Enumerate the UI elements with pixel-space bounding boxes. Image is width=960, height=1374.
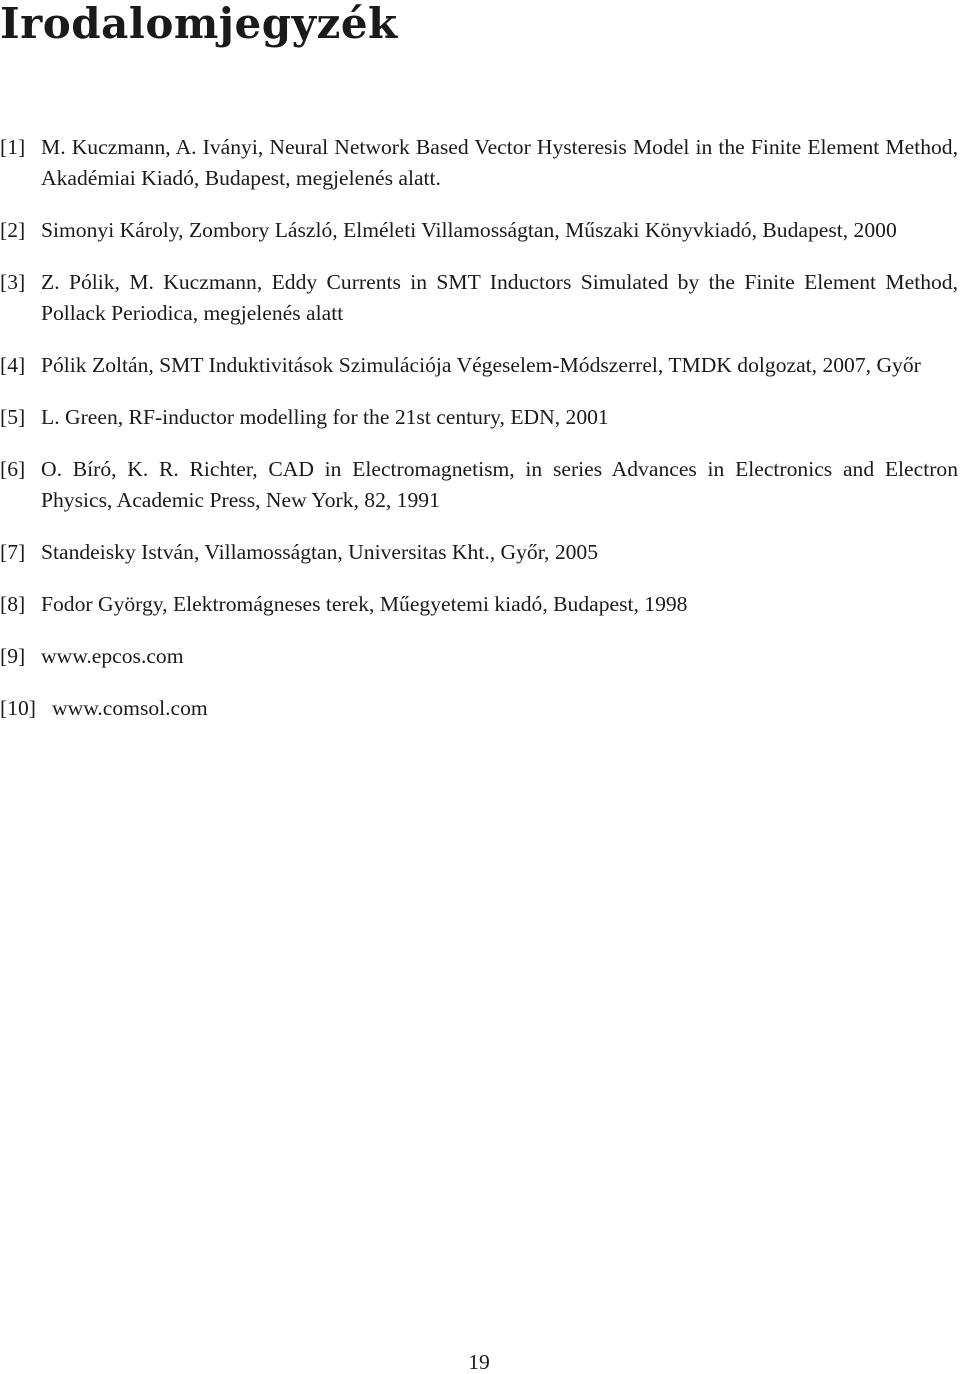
reference-number: [7] xyxy=(0,540,26,564)
reference-text: O. Bíró, K. R. Richter, CAD in Electromagnetism, in series Advances in Electronics and Electron Physics, Academic Press, New York, 82, 1991 xyxy=(41,457,958,512)
reference-number: [1] xyxy=(0,135,26,159)
reference-item xyxy=(0,454,958,516)
reference-text: Standeisky István, Villamosságtan, Universitas Kht., Győr, 2005 xyxy=(41,540,599,564)
reference-item xyxy=(0,215,958,246)
reference-text: www.comsol.com xyxy=(52,696,208,720)
reference-number: [5] xyxy=(0,405,26,429)
reference-item xyxy=(0,132,958,194)
reference-text: Z. Pólik, M. Kuczmann, Eddy Currents in SMT Inductors Simulated by the Finite Element Method, Pollack Periodica, megjelenés alatt xyxy=(41,270,958,325)
reference-text: Pólik Zoltán, SMT Induktivitások Szimulációja Végeselem-Módszerrel, TMDK dolgozat, 2007, Győr xyxy=(41,353,921,377)
reference-item xyxy=(0,350,958,381)
reference-item xyxy=(0,589,958,620)
reference-item xyxy=(0,641,958,672)
reference-item xyxy=(0,693,958,724)
reference-text: Fodor György, Elektromágneses terek, Műegyetemi kiadó, Budapest, 1998 xyxy=(41,592,688,616)
reference-number: [10] xyxy=(0,696,36,720)
reference-item xyxy=(0,267,958,329)
reference-number: [3] xyxy=(0,270,26,294)
reference-number: [2] xyxy=(0,218,26,242)
reference-number: [9] xyxy=(0,644,26,668)
page-title: Irodalomjegyzék xyxy=(0,0,398,48)
reference-text: L. Green, RF-inductor modelling for the 21st century, EDN, 2001 xyxy=(41,405,609,429)
reference-text: www.epcos.com xyxy=(41,644,184,668)
reference-list xyxy=(0,132,958,724)
reference-number: [4] xyxy=(0,353,26,377)
reference-item xyxy=(0,402,958,433)
reference-text: Simonyi Károly, Zombory László, Elméleti Villamosságtan, Műszaki Könyvkiadó, Budapest, 2000 xyxy=(41,218,897,242)
reference-number: [6] xyxy=(0,457,26,481)
page-number: 19 xyxy=(468,1350,490,1374)
reference-item xyxy=(0,537,958,568)
reference-text: M. Kuczmann, A. Iványi, Neural Network Based Vector Hysteresis Model in the Finite Element Method, Akadémiai Kiadó, Budapest, megjelenés alatt. xyxy=(41,135,958,190)
reference-number: [8] xyxy=(0,592,26,616)
